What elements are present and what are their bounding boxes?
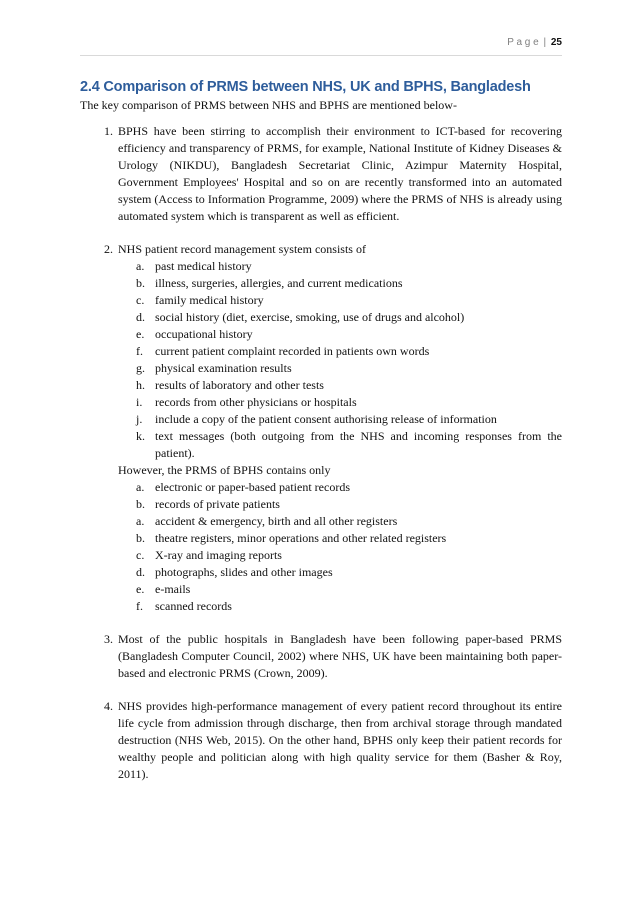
nhs-list-item [136,343,562,360]
list-item-text: physical examination results [155,361,292,375]
nhs-list-item [136,326,562,343]
bphs-list-item [136,496,562,513]
list-marker: b. [136,497,145,511]
list-item-text: results of laboratory and other tests [155,378,324,392]
list-item-text: current patient complaint recorded in patients own words [155,344,430,358]
nhs-list-item [136,394,562,411]
bphs-list-item [136,530,562,547]
list-item-text: electronic or paper-based patient records [155,480,350,494]
comparison-item-3 [116,631,562,682]
bphs-list-item [136,581,562,598]
list-marker: g. [136,361,145,375]
list-item-text: family medical history [155,293,264,307]
list-marker: d. [136,310,145,324]
comparison-list [80,123,562,783]
nhs-list-item [136,258,562,275]
list-marker: a. [136,514,145,528]
list-item-text: text messages (both outgoing from the NHS and incoming responses from the patient). [155,429,562,460]
list-item-text: X-ray and imaging reports [155,548,282,562]
comparison-item-4 [116,698,562,783]
section-title: 2.4 Comparison of PRMS between NHS, UK and BPHS, Bangladesh [80,79,531,95]
list-marker: i. [136,395,143,409]
page-separator: | [543,37,547,48]
list-marker: b. [136,276,145,290]
nhs-list-item [136,377,562,394]
list-item-text: photographs, slides and other images [155,565,333,579]
bphs-list-item [136,598,562,615]
nhs-record-list [118,258,562,462]
list-marker: c. [136,293,145,307]
list-marker: h. [136,378,145,392]
comparison-item-1 [116,123,562,225]
list-item-text: include a copy of the patient consent authorising release of information [155,412,497,426]
section-intro: The key comparison of PRMS between NHS and BPHS are mentioned below- [80,98,457,112]
nhs-list-item [136,275,562,292]
nhs-list-item [136,360,562,377]
item-3-text: 3. Most of the public hospitals in Bangladesh have been following paper-based PRMS (Bangladesh Computer Council, 2002) where NHS, UK have been maintaining both paper-based and electronic PRMS (Crown, 2009). [118,632,562,680]
list-item-text: e-mails [155,582,191,596]
bphs-list-item [136,513,562,530]
list-item-text: social history (diet, exercise, smoking, use of drugs and alcohol) [155,310,465,324]
comparison-item-2 [116,241,562,615]
list-item-text: theatre registers, minor operations and other related registers [155,531,447,545]
list-marker: f. [136,599,143,613]
bphs-list-item [136,564,562,581]
list-item-text: scanned records [155,599,232,613]
list-marker: j. [136,412,143,426]
nhs-list-item [136,309,562,326]
list-marker: d. [136,565,145,579]
bphs-intro: However, the PRMS of BPHS contains only [118,463,331,477]
list-item-text: past medical history [155,259,252,273]
nhs-list-item [136,428,562,462]
list-marker: e. [136,582,145,596]
list-marker: f. [136,344,143,358]
document-body [80,79,562,799]
item-1-text: 1. BPHS have been stirring to accomplish their environment to ICT-based for recovering efficiency and transparency of PRMS, for example, National Institute of Kidney Diseases & Urology (NIKDU), Bangladesh Secretariat Clinic, Azimpur Maternity Hospital, Government Employees' Hospital and so on are recently transformed into an automated system (Access to Information Programme, 2009) where the PRMS of NHS is already using automated system which is transparent as well as efficient. [118,124,562,223]
list-marker: c. [136,548,145,562]
list-item-text: accident & emergency, birth and all other registers [155,514,398,528]
page-header [80,37,562,56]
bphs-list-item [136,547,562,564]
bphs-record-list [118,479,562,615]
nhs-list-item [136,411,562,428]
page-number: 25 [550,37,562,48]
list-item-text: occupational history [155,327,253,341]
list-marker: k. [136,429,145,443]
list-item-text: illness, surgeries, allergies, and current medications [155,276,403,290]
list-item-text: records from other physicians or hospitals [155,395,357,409]
nhs-list-item [136,292,562,309]
page-label: P a g e [507,37,539,48]
item-2-intro: 2. NHS patient record management system consists of [118,242,366,256]
bphs-list-item [136,479,562,496]
list-marker: a. [136,480,145,494]
list-marker: a. [136,259,145,273]
list-item-text: records of private patients [155,497,280,511]
list-marker: b. [136,531,145,545]
list-marker: e. [136,327,145,341]
item-4-text: 4. NHS provides high-performance management of every patient record throughout its entire life cycle from admission through discharge, then from archival storage through mandated destruction (NHS Web, 2015). On the other hand, BPHS only keep their patient records for wealthy people and politician along with high quality service for them (Basher & Roy, 2011). [118,699,562,781]
